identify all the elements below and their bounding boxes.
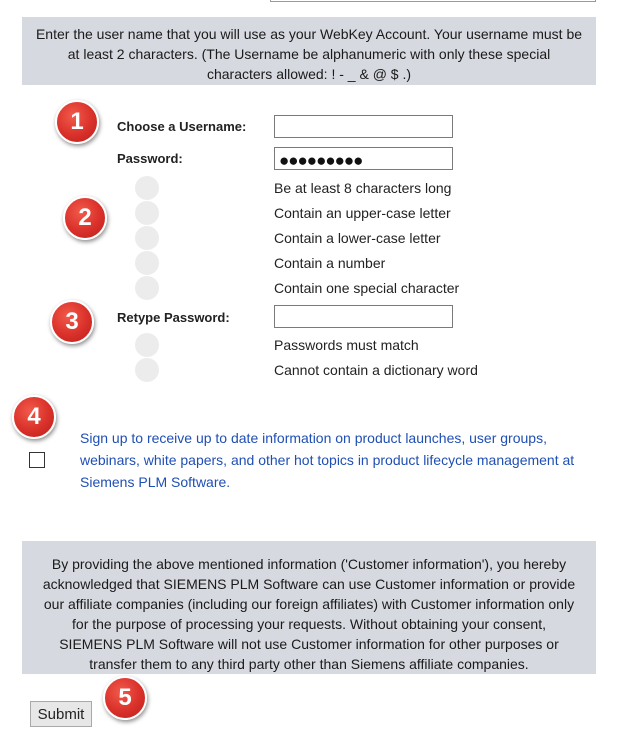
password-rule-lowercase: Contain a lower-case letter: [274, 230, 441, 246]
retype-rule-match: Passwords must match: [274, 337, 419, 353]
consent-notice: By providing the above mentioned information ('Customer information'), you hereby acknowledged that SIEMENS PLM Software can use Customer information or provide our affiliate companies (including our foreign affiliates) with Customer information only for the purpose of processing your requests. Without obtaining your consent, SIEMENS PLM Software will not use Customer information for other purposes or transfer them to any third party other than Siemens affiliate companies.: [22, 541, 596, 674]
password-masked-value: ●●●●●●●●●: [279, 151, 363, 170]
retype-password-input[interactable]: [274, 305, 453, 328]
signup-checkbox[interactable]: [29, 452, 45, 468]
previous-field-edge: [270, 0, 596, 2]
password-input[interactable]: [274, 147, 453, 170]
password-label: Password:: [117, 151, 183, 166]
rule-status-icon: [135, 251, 159, 275]
password-rule-special: Contain one special character: [274, 280, 460, 296]
username-input[interactable]: [274, 115, 453, 138]
rule-status-icon: [135, 276, 159, 300]
step-5-badge: 5: [103, 676, 147, 720]
password-rule-uppercase: Contain an upper-case letter: [274, 205, 451, 221]
step-4-badge: 4: [12, 395, 56, 439]
rule-status-icon: [135, 333, 159, 357]
rule-status-icon: [135, 358, 159, 382]
step-3-badge: 3: [50, 300, 94, 344]
signup-text: Sign up to receive up to date information on product launches, user groups, webinars, white papers, and other hot topics in product lifecycle management at Siemens PLM Software.: [80, 430, 575, 490]
password-rule-length: Be at least 8 characters long: [274, 180, 452, 196]
username-label: Choose a Username:: [117, 119, 247, 134]
password-rule-number: Contain a number: [274, 255, 386, 271]
step-2-badge: 2: [63, 196, 107, 240]
retype-password-label: Retype Password:: [117, 310, 230, 325]
retype-rule-dictionary: Cannot contain a dictionary word: [274, 362, 478, 378]
rule-status-icon: [135, 176, 159, 200]
step-1-badge: 1: [55, 100, 99, 144]
rule-status-icon: [135, 201, 159, 225]
rule-status-icon: [135, 226, 159, 250]
submit-button[interactable]: Submit: [30, 701, 92, 727]
username-instructions: Enter the user name that you will use as your WebKey Account. Your username must be at least 2 characters. (The Username be alphanumeric with only these special characters allowed: ! - _ & @ $ .): [22, 17, 596, 85]
